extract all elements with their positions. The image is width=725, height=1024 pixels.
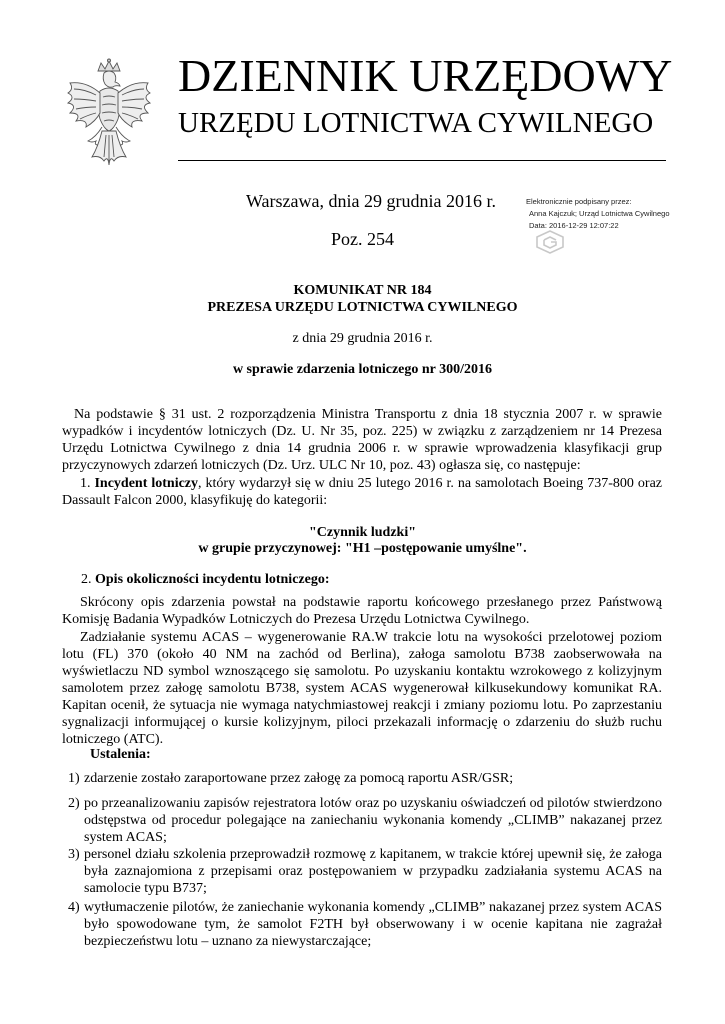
category-group: w grupie przyczynowej: "H1 –postępowanie umyślne". [198, 541, 527, 556]
eagle-emblem-icon [62, 57, 156, 169]
signature-label: Elektronicznie podpisany przez: [526, 197, 632, 206]
finding-text: po przeanalizowaniu zapisów rejestratora lotów oraz po uzyskaniu oświadczeń od pilotów stwierdzono odstępstwa od procedur polegające na zaniechaniu wykonania komendy „CLIMB” nakazanej przez system ACAS; [84, 796, 662, 845]
electronic-signature [526, 196, 711, 232]
finding-item [68, 899, 662, 950]
section-1-text: , który wydarzył się w dniu 25 lutego 2016 r. na samolotach Boeing 737-800 oraz Dassault Falcon 2000, klasyfikuję do kategorii: [62, 476, 662, 508]
issue-date: Warszawa, dnia 29 grudnia 2016 r. [246, 191, 496, 211]
findings-heading: Ustalenia: [90, 747, 151, 762]
signature-stamp-icon [535, 229, 565, 255]
finding-text: personel działu szkolenia przeprowadził rozmowę z kapitanem, w trakcie której upewnił się, że załoga była zaznajomiona z przepisami oraz postępowaniem w przypadku zadziałania systemu ACAS na samolocie typu B737; [84, 847, 662, 896]
finding-number: 2) [68, 796, 80, 811]
section-1 [62, 475, 662, 509]
section-2-label: Opis okoliczności incydentu lotniczego: [95, 572, 330, 587]
signature-signer: Anna Kajczuk; Urząd Lotnictwa Cywilnego [529, 209, 670, 218]
finding-item [68, 846, 662, 897]
masthead-title: DZIENNIK URZĘDOWY [178, 50, 673, 101]
acas-paragraph: Zadziałanie systemu ACAS – wygenerowanie RA.W trakcie lotu na wysokości przelotowej poziom lotu (FL) 370 (około 40 NM na zachód od Berlina), załoga samolotu B738 zaobserwowała na wyświetlaczu ND symbol wznoszącego się samolotu. Po uzyskaniu kontaktu wzrokowego z kolizyjnym samolotem przez załogę samolotu B738, system ACAS wygenerował kilkusekundowy komunikat RA. Kapitan ocenił, że sytuacja nie wymaga natychmiastowej reakcji i zmiany poziomu lotu. Po zaprzestaniu sygnalizacji informującej o kursie kolizyjnym, piloci przekazali informację o zdarzeniu do służb ruchu lotniczego (ATC). [62, 630, 662, 747]
communique-subject: w sprawie zdarzenia lotniczego nr 300/2016 [232, 362, 493, 377]
finding-number: 4) [68, 900, 80, 915]
finding-item [68, 770, 662, 787]
section-1-number: 1. [80, 476, 91, 491]
section-2-number: 2. [81, 572, 92, 587]
finding-item [68, 795, 662, 846]
signature-date: Data: 2016-12-29 12:07:22 [529, 221, 619, 230]
finding-text: wytłumaczenie pilotów, że zaniechanie wykonania komendy „CLIMB” nakazanej przez system ACAS było spowodowane tym, że samolot F2TH był obserwowany i w ocenie kapitana nie zagrażał bezpieczeństwu lotu – uznano za niewystarczające; [84, 900, 662, 949]
report-paragraph: Skrócony opis zdarzenia powstał na podstawie raportu końcowego przesłanego przez Państwową Komisję Badania Wypadków Lotniczych do Prezesa Urzędu Lotnictwa Cywilnego. [62, 595, 662, 627]
masthead-subtitle: URZĘDU LOTNICTWA CYWILNEGO [178, 107, 654, 139]
communique-number: KOMUNIKAT NR 184 [293, 283, 432, 298]
section-1-label: Incydent lotniczy [94, 476, 199, 491]
finding-number: 1) [68, 771, 80, 786]
communique-date: z dnia 29 grudnia 2016 r. [292, 331, 433, 346]
finding-text: zdarzenie zostało zaraportowane przez załogę za pomocą raportu ASR/GSR; [84, 771, 514, 786]
masthead-divider [178, 160, 666, 161]
category-name: "Czynnik ludzki" [309, 525, 416, 540]
communique-issuer: PREZESA URZĘDU LOTNICTWA CYWILNEGO [207, 300, 518, 315]
section-2-heading [62, 571, 662, 588]
position-number: Poz. 254 [331, 229, 394, 249]
finding-number: 3) [68, 847, 80, 862]
intro-paragraph: Na podstawie § 31 ust. 2 rozporządzenia Ministra Transportu z dnia 18 stycznia 2007 r. w sprawie wypadków i incydentów lotniczych (Dz. U. Nr 35, poz. 225) w związku z zarządzeniem nr 14 Prezesa Urzędu Lotnictwa Cywilnego z dnia 14 grudnia 2006 r. w sprawie wprowadzenia klasyfikacji grup przyczynowych zdarzeń lotniczych (Dz. Urz. ULC Nr 10, poz. 43) ogłasza się, co następuje: [62, 407, 662, 473]
